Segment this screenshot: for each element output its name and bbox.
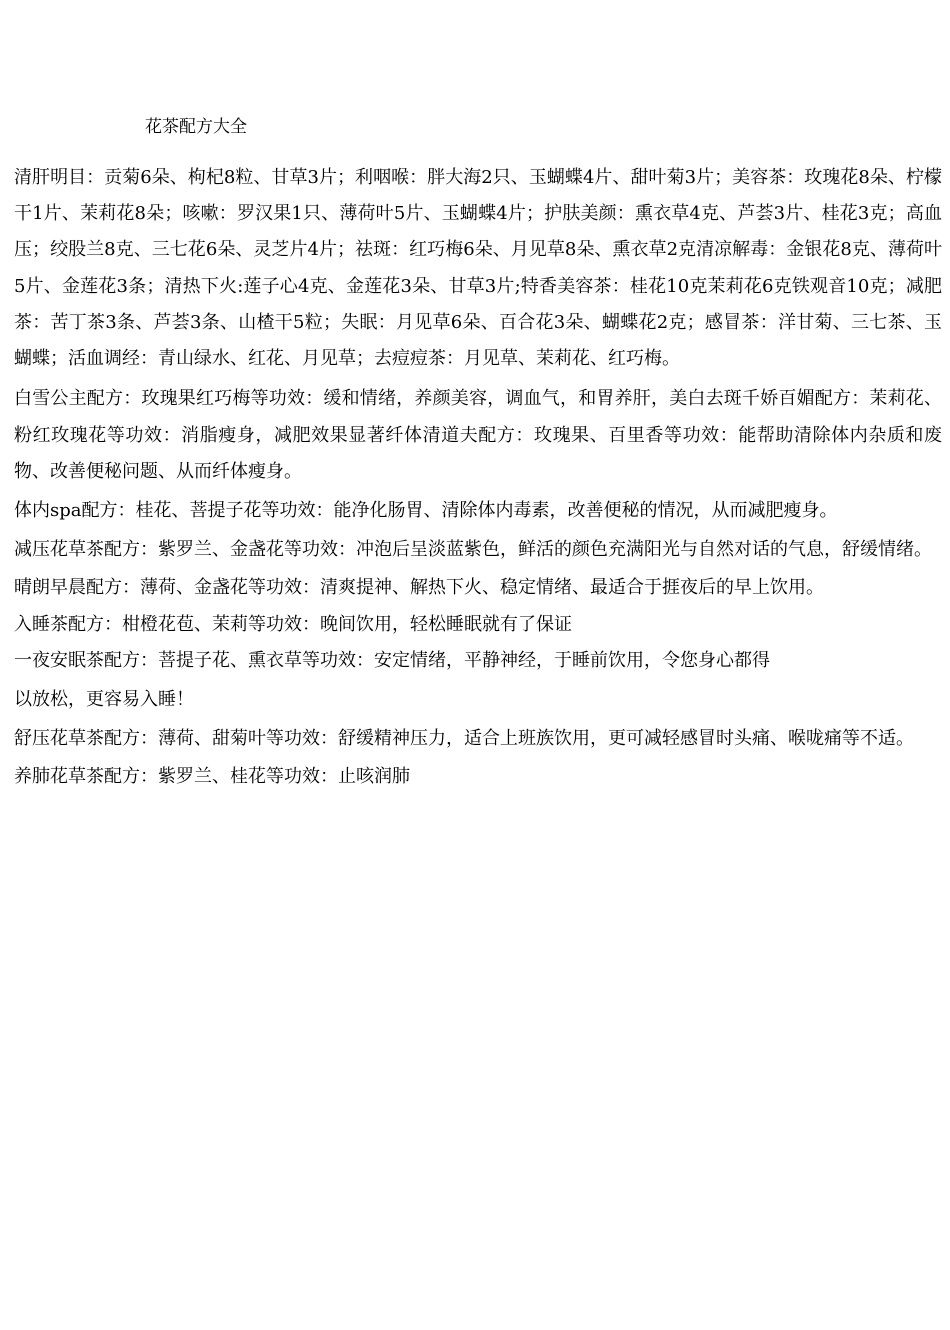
paragraph-body-spa: 体内spa配方：桂花、菩提子花等功效：能净化肠胃、清除体内毒素，改善便秘的情况，从而减肥瘦身。: [14, 500, 838, 521]
paragraph-good-night-tea-continued: 以放松，更容易入睡！: [14, 688, 194, 710]
document-title: 花茶配方大全: [145, 117, 247, 137]
paragraph-sleep-tea: 入睡茶配方：柑橙花苞、茉莉等功效：晚间饮用，轻松睡眠就有了保证: [14, 613, 572, 635]
paragraph-good-night-tea: 一夜安眠茶配方：菩提子花、熏衣草等功效：安定情绪，平静神经，于睡前饮用，令您身心都得: [14, 650, 770, 672]
paragraph-tea-recipes: 清肝明目：贡菊6朵、枸杞8粒、甘草3片；利咽喉：胖大海2只、玉蝴蝶4片、甜叶菊3片；美容茶：玫瑰花8朵、柠檬干1片、茉莉花8朵；咳嗽：罗汉果1只、薄荷叶5片、玉蝴蝶4片；护肤美颜：熏衣草4克、芦荟3片、桂花3克；高血压；绞股兰8克、三七花6朵、灵芝片4片；祛斑：红巧梅6朵、月见草8朵、熏衣草2克清凉解毒：金银花8克、薄荷叶5片、金莲花3条；清热下火:莲子心4克、金莲花3朵、甘草3片;特香美容茶：桂花10克茉莉花6克铁观音10克；减肥茶：苦丁茶3条、芦荟3条、山楂干5粒；失眠：月见草6朵、百合花3朵、蝴蝶花2克；感冒茶：洋甘菊、三七茶、玉蝴蝶；活血调经：青山绿水、红花、月见草；去痘痘茶：月见草、茉莉花、红巧梅。: [14, 167, 942, 370]
paragraph-sunny-morning: 晴朗早晨配方：薄荷、金盏花等功效：清爽提神、解热下火、稳定情绪、最适合于捱夜后的早上饮用。: [14, 577, 824, 599]
document-body: [14, 160, 942, 796]
paragraph-lung-tea: 养肺花草茶配方：紫罗兰、桂花等功效：止咳润肺: [14, 766, 410, 788]
paragraph-stress-relief: 减压花草茶配方：紫罗兰、金盏花等功效：冲泡后呈淡蓝紫色，鲜活的颜色充满阳光与自然对话的气息，舒缓情绪。: [14, 538, 932, 560]
paragraph-snow-white: 白雪公主配方：玫瑰果红巧梅等功效：缓和情绪，养颜美容，调血气，和胃养肝，美白去斑千娇百媚配方：茉莉花、粉红玫瑰花等功效：消脂瘦身，减肥效果显著纤体清道夫配方：玫瑰果、百里香等功效：能帮助清除体内杂质和废物、改善便秘问题、从而纤体瘦身。: [14, 388, 942, 483]
paragraph-soothing-tea: 舒压花草茶配方：薄荷、甜菊叶等功效：舒缓精神压力，适合上班族饮用，更可减轻感冒时头痛、喉咙痛等不适。: [14, 727, 914, 749]
